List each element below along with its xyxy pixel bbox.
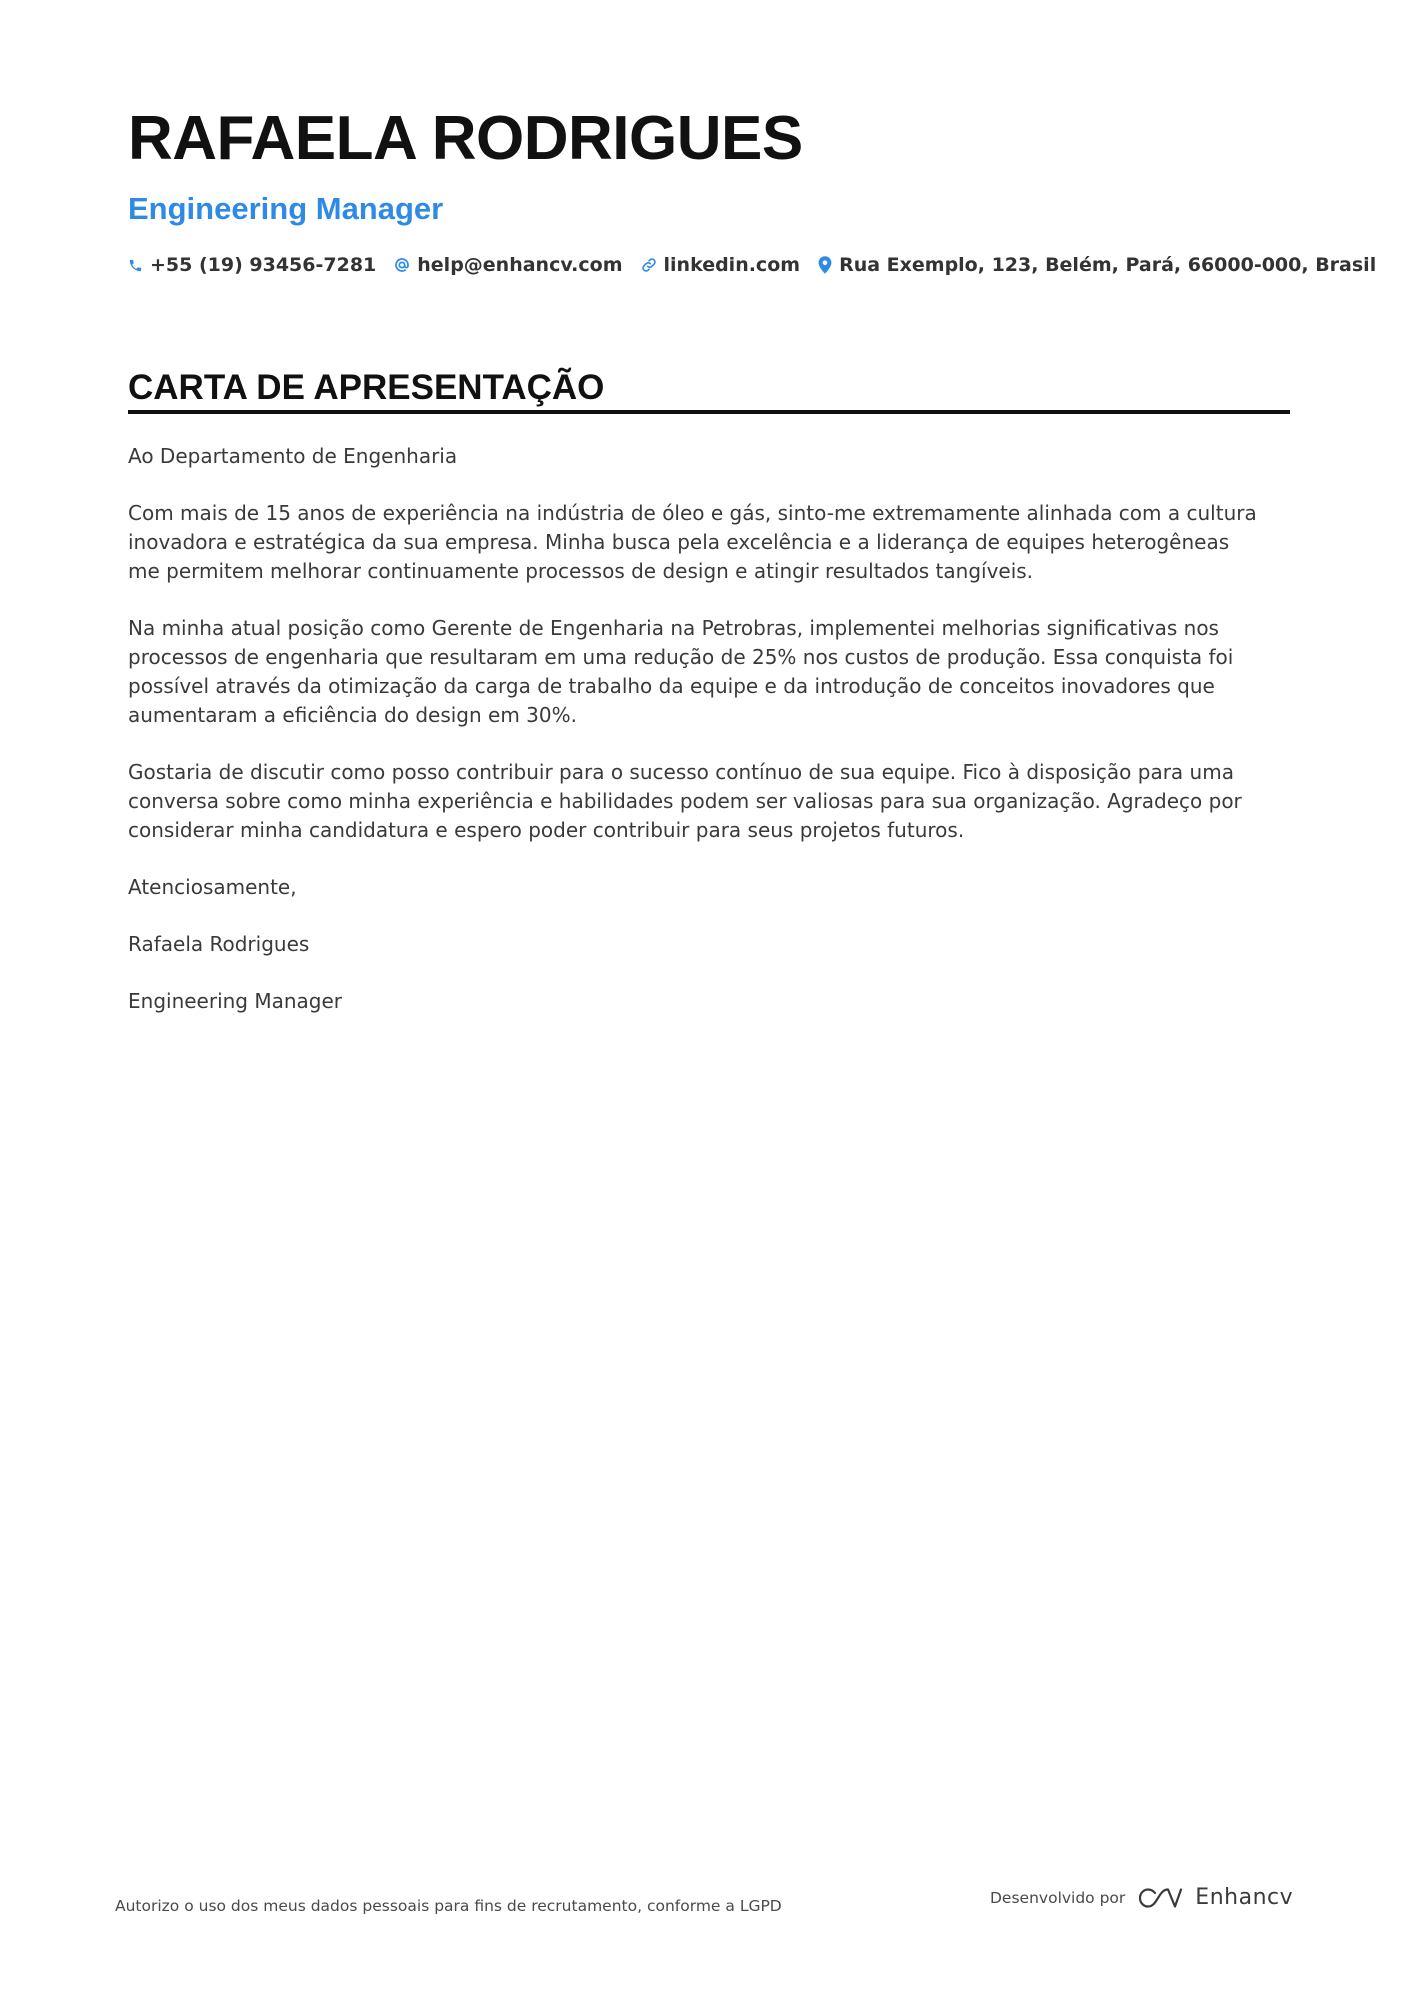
salutation: Ao Departamento de Engenharia bbox=[128, 444, 458, 468]
brand-name: Enhancv bbox=[1195, 1885, 1294, 1910]
closing: Atenciosamente, bbox=[128, 875, 297, 899]
link-icon bbox=[641, 257, 657, 273]
contact-website bbox=[641, 254, 801, 276]
contact-info bbox=[128, 254, 1376, 276]
email-address: help@enhancv.com bbox=[417, 254, 623, 276]
signature-title: Engineering Manager bbox=[128, 989, 343, 1013]
at-icon bbox=[394, 257, 410, 273]
section-divider bbox=[128, 410, 1290, 414]
contact-address bbox=[818, 254, 1376, 276]
powered-by-label: Desenvolvido por bbox=[990, 1888, 1126, 1907]
powered-by[interactable] bbox=[990, 1885, 1293, 1910]
location-pin-icon bbox=[818, 256, 832, 274]
letter-body bbox=[128, 442, 1258, 1044]
address-text: Rua Exemplo, 123, Belém, Pará, 66000-000, Brasil bbox=[839, 254, 1377, 276]
consent-note: Autorizo o uso dos meus dados pessoais para fins de recrutamento, conforme a LGPD bbox=[115, 1897, 782, 1915]
candidate-title: Engineering Manager bbox=[128, 191, 444, 226]
contact-phone bbox=[128, 254, 376, 276]
website-link: linkedin.com bbox=[663, 254, 801, 276]
letter-paragraph: Com mais de 15 anos de experiência na indústria de óleo e gás, sinto-me extremamente alinhada com a cultura inovadora e estratégica da sua empresa. Minha busca pela excelência e a liderança de equipes heterogêneas me permitem melhorar continuamente processos de design e atingir resultados tangíveis. bbox=[128, 501, 1257, 583]
enhancv-logo-icon bbox=[1137, 1886, 1183, 1910]
section-title: CARTA DE APRESENTAÇÃO bbox=[128, 368, 605, 407]
signature-name: Rafaela Rodrigues bbox=[128, 932, 310, 956]
candidate-name: RAFAELA RODRIGUES bbox=[128, 104, 803, 173]
phone-icon bbox=[128, 258, 143, 273]
letter-paragraph: Na minha atual posição como Gerente de Engenharia na Petrobras, implementei melhorias significativas nos processos de engenharia que resultaram em uma redução de 25% nos custos de produção. Essa conquista foi possível através da otimização da carga de trabalho da equipe e da introdução de conceitos inovadores que aumentaram a eficiência do design em 30%. bbox=[128, 616, 1234, 727]
phone-number: +55 (19) 93456-7281 bbox=[150, 254, 377, 276]
contact-email bbox=[394, 254, 622, 276]
letter-paragraph: Gostaria de discutir como posso contribuir para o sucesso contínuo de sua equipe. Fico à disposição para uma conversa sobre como minha experiência e habilidades podem ser valiosas para sua organização. Agradeço por considerar minha candidatura e espero poder contribuir para seus projetos futuros. bbox=[128, 760, 1242, 842]
